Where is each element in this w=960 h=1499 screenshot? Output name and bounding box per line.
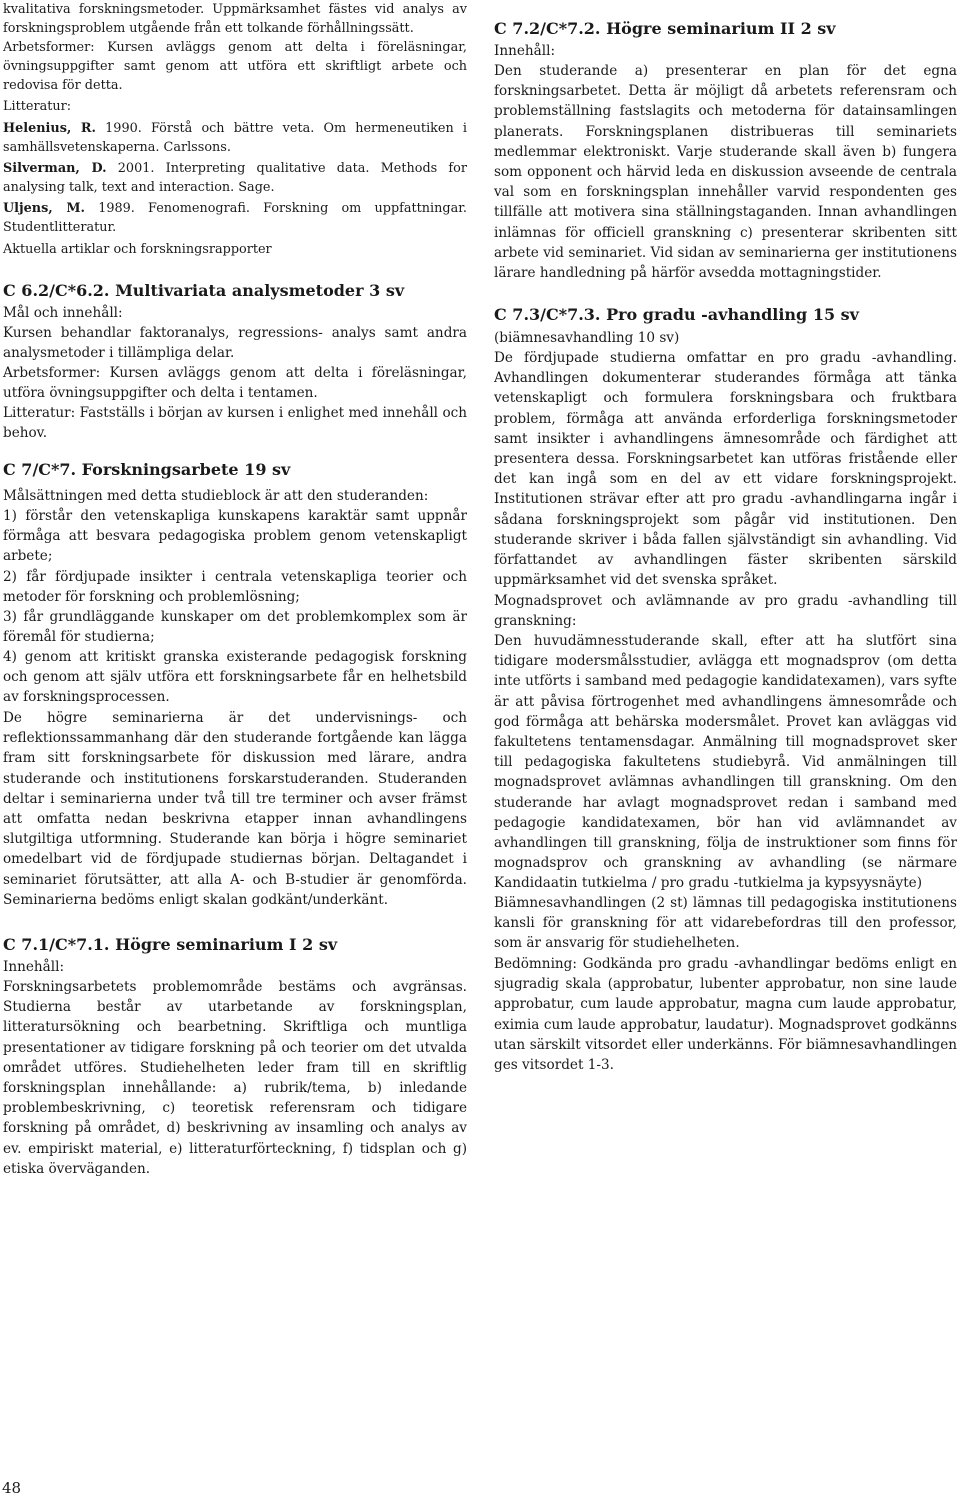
c73-paragraph-3: Den huvudämnesstuderande skall, efter att ha slutfört sina tidigare modersmålsstudier, avlägga ett mognadsprov (om detta inte utförts i samband med pedagogie kandidatexamen), vars syfte är att påvisa förtrogenhet med avhandlingens ämnesområde och god förmåga att behärska modersmålet. Provet kan avläggas vid fakultetens tentamensdagar. Anmälning till mognadsprovet sker till pedagogiska fakultetens studiebyrå. Vid anmälningen till mognadsprovet avlämnas avhandlingen till granskning. Om den studerande har avlagt mognadsprovet redan i samband med pedagogie kandidatexamen, bör han vid avlämnandet av avhandlingen till granskning, följa de instruktioner som finns för mognadsprov och granskning av avhandling (se närmare Kandidaatin tutkielma / pro gradu -tutkielma ja kypsyysnäyte) [494,633,957,892]
c7-goal-1: 1) förstår den vetenskapliga kunskapens karaktär samt uppnår förmåga att besvara pedagogiska problem genom vetenskapligt arbete; [3,508,467,565]
c7-intro: Målsättningen med detta studieblock är att den studeranden: [3,488,429,504]
c73-paragraph-1: De fördjupade studierna omfattar en pro gradu -avhandling. Avhandlingen dokumenterar studerandes förmåga att tänka vetenskapligt och formulera forskningsbara och fruktbara problem, förmåga att använda erforderliga forskningsmetoder samt insikter i avhandlingens ämnesområde och färdighet att presentera dessa. Forskningsarbetet kan utföras fristående eller det kan ingå som en del av ett vidare forskningsprojekt. Institutionen strävar efter att pro gradu -avhandlingarna ingår i sådana forskningsprojekt som pågår vid institutionen. Den studerande skriver i båda fallen självständigt sin avhandling. Vid författandet av avhandlingen fäster skribenten särskild uppmärksamhet vid det svenska språket. [494,350,957,589]
literature-label: Litteratur: [3,99,72,114]
c7-goal-2: 2) får fördjupade insikter i centrala vetenskapliga teorier och metoder för forskning och problemlösning; [3,569,467,606]
c7-paragraph: De högre seminarierna är det undervisnings- och reflektionssammanhang där den studerande fortgående kan lägga fram sitt forskningsarbete för diskussion med lärare, andra studerande och institutionens forskarstuderanden. Studeranden deltar i seminarierna under två till tre terminer och avser främst att omfatta nedan beskrivna etapper innan avhandlingens slutgiltiga utformning. Studerande kan börja i högre seminariet omedelbart vid de fördjupade studiernas början. Deltagandet i seminariet förutsätter, att alla A- och B-studier är genomförda. Seminarierna bedöms enligt skalan godkänt/underkänt. [3,710,467,908]
literature-text-3: 1989. Fenomenografi. Forskning om uppfattningar. Studentlitteratur. [3,201,467,235]
literature-entry-2 [3,159,467,197]
c62-paragraph-1: Kursen behandlar faktoranalys, regressions- analys samt andra analysmetoder i tillämpliga delar. [3,325,467,362]
c73-subtitle: (biämnesavhandling 10 sv) [494,330,680,346]
page-number: 48 [2,1479,22,1497]
c73-paragraph-5: Bedömning: Godkända pro gradu -avhandlingar bedöms enligt en sjugradig skala (approbatur, lubenter approbatur, non sine laude approbatur, cum laude approbatur, magna cum laude approbatur, eximia cum laude approbatur, laudatur). Mognadsprovet godkänns utan särskilt vitsordet eller underkänns. För biämnesavhandlingen ges vitsordet 1-3. [494,956,957,1074]
c71-paragraph: Forskningsarbetets problemområde bestäms och avgränsas. Studierna består av utarbetande av forskningsplan, litteratursökning och bearbetning. Skriftliga och muntliga presentationer av tidigare forskning på och teorier om det utvalda området utföres. Studiehelheten leder fram till en skriftlig forskningsplan innehållande: a) rubrik/tema, b) inledande problembeskrivning, c) teoretisk referensram och tidigare forskning på området, d) beskrivning av insamling och analys av ev. empiriskt material, e) litteraturförteckning, f) tidsplan och g) etiska överväganden. [3,979,467,1177]
literature-author-2: Silverman, D. [3,161,107,176]
c62-paragraph-3: Litteratur: Fastställs i början av kursen i enlighet med innehåll och behov. [3,405,467,442]
c62-paragraph-2: Arbetsformer: Kursen avläggs genom att delta i föreläsningar, utföra övningsuppgifter och delta i tentamen. [3,365,467,402]
c7-goal-3: 3) får grundläggande kunskaper om det problemkomplex som är föremål för studierna; [3,609,467,646]
section-heading-c7: C 7/C*7. Forskningsarbete 19 sv [3,460,291,479]
c62-label: Mål och innehåll: [3,305,123,321]
c72-label: Innehåll: [494,43,556,59]
c73-paragraph-2: Mognadsprovet och avlämnande av pro gradu -avhandling till granskning: [494,593,957,630]
literature-entry-3 [3,199,467,237]
c71-label: Innehåll: [3,959,65,975]
literature-entry-1 [3,119,467,157]
literature-entry-4: Aktuella artiklar och forskningsrapporter [3,242,272,257]
literature-text-1: 1990. Förstå och bättre veta. Om hermeneutiken i samhällsvetenskaperna. Carlssons. [3,121,467,155]
c7-goal-4: 4) genom att kritiskt granska existerande pedagogisk forskning och genom att själv utföra ett forskningsarbete får en helhetsbild av forskningsprocessen. [3,649,467,706]
section-heading-c62: C 6.2/C*6.2. Multivariata analysmetoder 3 sv [3,281,405,300]
c72-paragraph: Den studerande a) presenterar en plan för det egna forskningsarbetet. Detta är möjligt då arbetets referensram och problemställning fastslagits och metoderna för datainsamlingen planerats. Forskningsplanen distribueras till seminariets medlemmar elektroniskt. Varje studerande skall även b) fungera som opponent och härvid leda en diskussion avseende de centrala val som en forskningsplan innehåller varvid respondenten ges tillfälle att motivera sina ställningstaganden. Innan avhandlingen inlämnas för officiell granskning c) presenterar skribenten sitt arbete vid seminariet. Vid sidan av seminarierna ger institutionens lärare handledning på härför avsedda mottagningstider. [494,63,957,282]
literature-text-2: 2001. Interpreting qualitative data. Methods for analysing talk, text and interaction. Sage. [3,161,467,195]
intro-paragraph-1: kvalitativa forskningsmetoder. Uppmärksamhet fästes vid analys av forskningsproblem utgående från ett tolkande förhållningssätt. [3,2,467,36]
intro-paragraph-2: Arbetsformer: Kursen avläggs genom att delta i föreläsningar, övningsuppgifter samt genom att utföra ett skriftligt arbete och redovisa för detta. [3,40,467,93]
literature-author-1: Helenius, R. [3,121,96,136]
literature-author-3: Uljens, M. [3,201,85,216]
section-heading-c73: C 7.3/C*7.3. Pro gradu -avhandling 15 sv [494,305,859,324]
section-heading-c72: C 7.2/C*7.2. Högre seminarium II 2 sv [494,19,836,38]
section-heading-c71: C 7.1/C*7.1. Högre seminarium I 2 sv [3,935,338,954]
c73-paragraph-4: Biämnesavhandlingen (2 st) lämnas till pedagogiska institutionens kansli för granskning för att vidarebefordras till den professor, som är ansvarig för studiehelheten. [494,895,957,952]
